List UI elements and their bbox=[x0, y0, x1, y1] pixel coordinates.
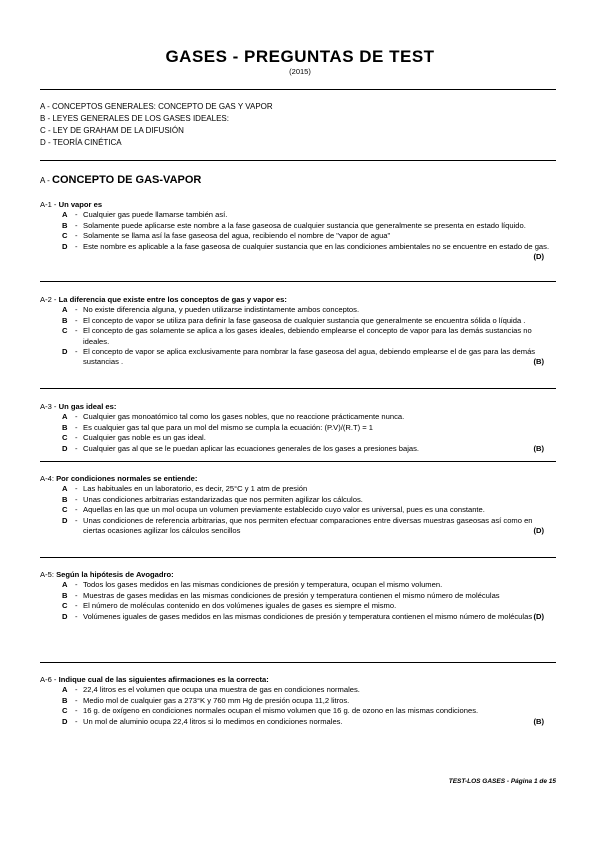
option-text: Solamente puede aplicarse este nombre a la fase gaseosa de cualquier sustancia que generalmente se presenta en estado líquido. bbox=[83, 220, 526, 230]
option-letter: C bbox=[62, 231, 68, 241]
question-block bbox=[40, 200, 556, 262]
question-text: Según la hipótesis de Avogadro: bbox=[56, 570, 174, 579]
option-letter: A bbox=[62, 412, 68, 422]
answer-option: D - Este nombre es aplicable a la fase gaseosa de cualquier sustancia que en las condiciones ambientales no se encuentre en estado de gas. (D) bbox=[40, 242, 556, 263]
answer-option: A - No existe diferencia alguna, y pueden utilizarse indistintamente ambos conceptos. bbox=[62, 305, 360, 315]
option-text: Unas condiciones arbitrarias estandarizadas que nos permiten agilizar los cálculos. bbox=[83, 494, 363, 504]
option-text: Cualquier gas noble es un gas ideal. bbox=[83, 433, 206, 443]
answer-option: B - Muestras de gases medidas en las mismas condiciones de presión y temperatura contienen el mismo número de moléculas bbox=[62, 590, 500, 600]
correct-answer: (B) bbox=[533, 443, 544, 453]
question-text: Un gas ideal es: bbox=[58, 402, 117, 411]
section-title: CONCEPTO DE GAS-VAPOR bbox=[52, 174, 202, 186]
option-letter: D bbox=[62, 515, 68, 525]
question-text: Indique cual de las siguientes afirmaciones es la correcta: bbox=[58, 675, 269, 684]
answer-option: C - Solamente se llama así la fase gaseosa del agua, recibiendo el nombre de "vapor de agua" bbox=[62, 231, 391, 241]
answer-option: C - Aquellas en las que un mol ocupa un volumen previamente establecido cuyo valor es universal, pues es una constante. bbox=[62, 505, 485, 515]
question-block bbox=[40, 474, 556, 536]
option-letter: A bbox=[62, 580, 68, 590]
answer-option: C - Cualquier gas noble es un gas ideal. bbox=[62, 433, 206, 443]
option-text: No existe diferencia alguna, y pueden utilizarse indistintamente ambos conceptos. bbox=[83, 305, 360, 315]
option-text: Todos los gases medidos en las mismas condiciones de presión y temperatura, ocupan el mismo volumen. bbox=[83, 580, 443, 590]
question-number: A-6 - bbox=[40, 675, 57, 684]
option-letter: D bbox=[62, 347, 68, 357]
answer-option: A - Las habituales en un laboratorio, es decir, 25°C y 1 atm de presión bbox=[62, 484, 308, 494]
question-number: A-1 - bbox=[40, 200, 57, 209]
option-text: Es cualquier gas tal que para un mol del mismo se cumpla la ecuación: (P.V)/(R.T) = 1 bbox=[83, 422, 374, 432]
option-letter: C bbox=[62, 601, 68, 611]
answer-option: B - Medio mol de cualquier gas a 273°K y 760 mm Hg de presión ocupa 11,2 litros. bbox=[62, 695, 350, 705]
option-letter: C bbox=[62, 706, 68, 716]
divider bbox=[40, 281, 556, 282]
option-letter: C bbox=[62, 433, 68, 443]
toc-item: B - LEYES GENERALES DE LOS GASES IDEALES: bbox=[40, 114, 229, 123]
answer-option: A - 22,4 litros es el volumen que ocupa una muestra de gas en condiciones normales. bbox=[62, 685, 360, 695]
option-text: Solamente se llama así la fase gaseosa del agua, recibiendo el nombre de "vapor de agua" bbox=[83, 231, 391, 241]
answer-option: B - Solamente puede aplicarse este nombre a la fase gaseosa de cualquier sustancia que generalmente se presenta en estado líquido. bbox=[62, 220, 526, 230]
question-text: Un vapor es bbox=[58, 200, 103, 209]
answer-option: A - Cualquier gas puede llamarse también así. bbox=[62, 210, 228, 220]
option-letter: C bbox=[62, 326, 68, 336]
divider bbox=[40, 89, 556, 90]
option-letter: D bbox=[62, 241, 68, 251]
question-title bbox=[40, 675, 556, 685]
correct-answer: (D) bbox=[533, 252, 544, 262]
page-year: (2015) bbox=[289, 67, 311, 76]
question-number: A-3 - bbox=[40, 402, 57, 411]
table-of-contents bbox=[40, 101, 273, 149]
answer-option: D - Volúmenes iguales de gases medidos en las mismas condiciones de presión y temperatura contienen el mismo número de moléculas (D) bbox=[40, 612, 556, 622]
option-text: Un mol de aluminio ocupa 22,4 litros si lo medimos en condiciones normales. bbox=[83, 716, 343, 726]
option-letter: B bbox=[62, 695, 68, 705]
section-heading bbox=[40, 174, 201, 186]
option-text: El concepto de gas solamente se aplica a los gases ideales, debiendo emplearse el concepto de vapor para las demás sustancias no ideales. bbox=[83, 326, 532, 346]
option-text: 16 g. de oxígeno en condiciones normales ocupan el mismo volumen que 16 g. de ozono en las mismas condiciones. bbox=[83, 706, 479, 716]
option-letter: A bbox=[62, 685, 68, 695]
answer-option: A - Cualquier gas monoatómico tal como los gases nobles, que no reaccione prácticamente nunca. bbox=[62, 412, 405, 422]
option-letter: D bbox=[62, 443, 68, 453]
question-title bbox=[40, 200, 556, 210]
option-letter: B bbox=[62, 494, 68, 504]
divider bbox=[40, 557, 556, 558]
question-title bbox=[40, 570, 556, 580]
toc-item: C - LEY DE GRAHAM DE LA DIFUSIÓN bbox=[40, 126, 184, 135]
option-text: El concepto de vapor se aplica exclusivamente para nombrar la fase gaseosa del agua, debiendo emplearse el de gas para las demás sustancias . bbox=[83, 347, 536, 367]
question-title bbox=[40, 402, 556, 412]
divider bbox=[40, 461, 556, 462]
option-text: El número de moléculas contenido en dos volúmenes iguales de gases es siempre el mismo. bbox=[83, 601, 397, 611]
option-text: Unas condiciones de referencia arbitrarias, que nos permiten efectuar comparaciones entre diversas muestras gaseosas así como en ciertas ocasiones agilizar los cálculos sencillos bbox=[83, 515, 533, 536]
answer-option: C - 16 g. de oxígeno en condiciones normales ocupan el mismo volumen que 16 g. de ozono en las mismas condiciones. bbox=[62, 706, 479, 716]
answer-option: A - Todos los gases medidos en las mismas condiciones de presión y temperatura, ocupan el mismo volumen. bbox=[62, 580, 443, 590]
question-block bbox=[40, 570, 556, 622]
correct-answer: (D) bbox=[533, 526, 544, 536]
section-prefix: A - bbox=[40, 176, 50, 185]
option-letter: D bbox=[62, 716, 68, 726]
question-block bbox=[40, 295, 556, 368]
answer-option: D - Unas condiciones de referencia arbitrarias, que nos permiten efectuar comparaciones entre diversas muestras gaseosas así como en ciertas ocasiones agilizar los cálculos sencillos (D) bbox=[40, 516, 556, 537]
option-letter: D bbox=[62, 611, 68, 621]
correct-answer: (D) bbox=[533, 611, 544, 621]
divider bbox=[40, 160, 556, 161]
toc-item: D - TEORÍA CINÉTICA bbox=[40, 138, 122, 147]
question-number: A-5: bbox=[40, 570, 54, 579]
divider bbox=[40, 388, 556, 389]
question-number: A-2 - bbox=[40, 295, 57, 304]
option-text: Medio mol de cualquier gas a 273°K y 760 mm Hg de presión ocupa 11,2 litros. bbox=[83, 695, 350, 705]
answer-option: C - El número de moléculas contenido en dos volúmenes iguales de gases es siempre el mismo. bbox=[62, 601, 397, 611]
toc-item: A - CONCEPTOS GENERALES: CONCEPTO DE GAS Y VAPOR bbox=[40, 102, 273, 111]
question-text: La diferencia que existe entre los conceptos de gas y vapor es: bbox=[58, 295, 287, 304]
option-text: Aquellas en las que un mol ocupa un volumen previamente establecido cuyo valor es universal, pues es una constante. bbox=[83, 505, 485, 515]
option-text: Las habituales en un laboratorio, es decir, 25°C y 1 atm de presión bbox=[83, 484, 308, 494]
option-letter: A bbox=[62, 484, 68, 494]
option-letter: B bbox=[62, 590, 68, 600]
option-text: Volúmenes iguales de gases medidos en las mismas condiciones de presión y temperatura contienen el mismo número de moléculas bbox=[83, 611, 533, 621]
question-title bbox=[40, 295, 556, 305]
option-text: Cualquier gas puede llamarse también así. bbox=[83, 210, 228, 220]
option-letter: C bbox=[62, 505, 68, 515]
option-text: Este nombre es aplicable a la fase gaseosa de cualquier sustancia que en las condiciones ambientales no se encuentre en estado de gas. bbox=[83, 241, 550, 251]
option-text: Muestras de gases medidas en las mismas condiciones de presión y temperatura contienen el mismo número de moléculas bbox=[83, 590, 500, 600]
correct-answer: (B) bbox=[533, 716, 544, 726]
answer-option: D - El concepto de vapor se aplica exclusivamente para nombrar la fase gaseosa del agua, debiendo emplearse el de gas para las demás sustancias . (B) bbox=[40, 347, 556, 368]
option-letter: A bbox=[62, 210, 68, 220]
option-letter: A bbox=[62, 305, 68, 315]
answer-option: B - Unas condiciones arbitrarias estandarizadas que nos permiten agilizar los cálculos. bbox=[62, 494, 363, 504]
question-block bbox=[40, 675, 556, 727]
option-letter: B bbox=[62, 315, 68, 325]
answer-option: B - El concepto de vapor se utiliza para definir la fase gaseosa de cualquier sustancia que generalmente se encuentra sólida o líquida . bbox=[62, 315, 526, 325]
option-text: El concepto de vapor se utiliza para definir la fase gaseosa de cualquier sustancia que generalmente se encuentra sólida o líquida . bbox=[83, 315, 526, 325]
correct-answer: (B) bbox=[533, 357, 544, 367]
answer-option: D - Un mol de aluminio ocupa 22,4 litros si lo medimos en condiciones normales. (B) bbox=[40, 717, 556, 727]
question-block bbox=[40, 402, 556, 454]
page-title: GASES - PREGUNTAS DE TEST bbox=[165, 47, 435, 66]
option-text: Cualquier gas monoatómico tal como los gases nobles, que no reaccione prácticamente nunca. bbox=[83, 412, 405, 422]
answer-option: D - Cualquier gas al que se le puedan aplicar las ecuaciones generales de los gases a presiones bajas. (B) bbox=[40, 444, 556, 454]
option-text: 22,4 litros es el volumen que ocupa una muestra de gas en condiciones normales. bbox=[83, 685, 360, 695]
question-number: A-4: bbox=[40, 474, 54, 483]
option-text: Cualquier gas al que se le puedan aplicar las ecuaciones generales de los gases a presiones bajas. bbox=[83, 443, 420, 453]
option-letter: B bbox=[62, 422, 68, 432]
question-title bbox=[40, 474, 556, 484]
question-text: Por condiciones normales se entiende: bbox=[56, 474, 198, 483]
answer-option: B - Es cualquier gas tal que para un mol del mismo se cumpla la ecuación: (P.V)/(R.T) = 1 bbox=[62, 422, 374, 432]
page-footer: TEST-LOS GASES - Página 1 de 15 bbox=[448, 778, 556, 785]
answer-option: C - El concepto de gas solamente se aplica a los gases ideales, debiendo emplearse el concepto de vapor para las demás sustancias no ideales. bbox=[62, 326, 532, 346]
option-letter: B bbox=[62, 220, 68, 230]
divider bbox=[40, 662, 556, 663]
